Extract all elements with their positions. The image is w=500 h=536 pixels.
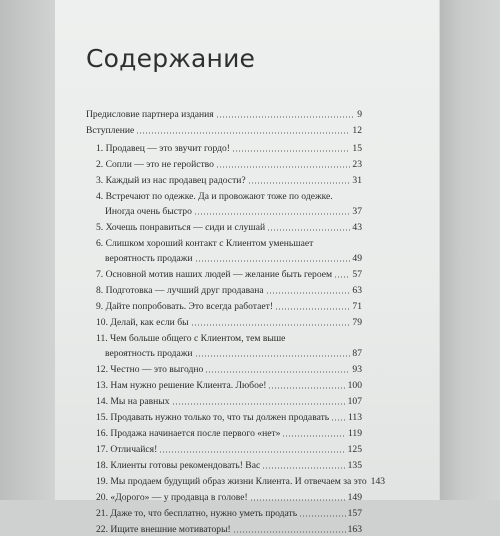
dot-leader — [195, 355, 351, 357]
toc-entry-page: 93 — [352, 364, 362, 375]
toc-entry-title: Делай, как если бы — [110, 317, 189, 328]
toc-entry-page: 57 — [352, 269, 362, 280]
toc-entry — [96, 428, 362, 440]
toc-entry-page: 23 — [352, 159, 362, 170]
toc-entry-page: 119 — [347, 428, 362, 439]
toc-entry-number: 10. — [96, 317, 111, 328]
dot-leader — [282, 435, 346, 437]
toc-entry-title-continued: вероятность продажи — [105, 348, 193, 359]
dot-leader — [216, 166, 350, 168]
toc-entry-title: Мы на равных — [110, 396, 170, 407]
book-page — [55, 0, 440, 500]
toc-entry — [96, 175, 362, 187]
dot-leader — [248, 182, 351, 184]
toc-entry — [86, 125, 362, 137]
toc-entry-title: Чем больше общего с Клиентом, тем выше — [110, 333, 286, 344]
toc-entry — [96, 317, 362, 329]
toc-entry-page: 43 — [352, 222, 362, 233]
toc-entry-page: 79 — [352, 317, 362, 328]
toc-entry — [96, 524, 362, 536]
toc-entry-title: Предисловие партнера издания — [86, 109, 214, 120]
toc-entry-title-continued: Иногда очень быстро — [105, 206, 192, 217]
toc-entry-page: 163 — [347, 524, 362, 535]
toc-entry-page: 71 — [352, 301, 362, 312]
toc-entry-title: Отличайся! — [110, 444, 158, 455]
toc-entry — [96, 476, 386, 488]
toc-entry-title: Вступление — [86, 125, 135, 136]
toc-entry-title: Мы продаем будущий образ жизни Клиента. И отвечаем за это — [110, 476, 367, 487]
toc-entry-page: 31 — [352, 175, 362, 186]
toc-entry — [96, 269, 362, 281]
toc-entry — [96, 380, 362, 392]
toc-entry — [96, 492, 362, 504]
toc-entry-number: 16. — [96, 428, 111, 439]
dot-leader — [250, 499, 346, 501]
dot-leader — [262, 467, 345, 469]
toc-entry — [96, 191, 362, 203]
toc-entry-number: 9. — [96, 301, 106, 312]
toc-entry — [96, 333, 362, 345]
book-edge-right — [440, 0, 500, 500]
toc-entry-title: Встречают по одежке. Да и провожают тоже по одежке. — [105, 191, 333, 202]
toc-entry-title: Основной мотив наших людей — желание быть героем — [105, 269, 333, 280]
toc-entry-number: 3. — [96, 175, 106, 186]
toc-entry-number: 12. — [96, 364, 111, 375]
toc-entry-page: 149 — [347, 492, 362, 503]
dot-leader — [233, 531, 346, 533]
toc-entry-page: 49 — [352, 253, 362, 264]
toc-entry-continuation — [105, 253, 362, 265]
dot-leader — [172, 403, 346, 405]
toc-entry-title: Продавать нужно только то, что ты должен продавать — [110, 412, 330, 423]
toc-entry — [96, 412, 362, 424]
toc-entry — [96, 301, 362, 313]
toc-entry-number: 8. — [96, 285, 106, 296]
toc-entry-page: 63 — [352, 285, 362, 296]
toc-entry-title: Хочешь понравиться — сиди и слушай — [105, 222, 266, 233]
toc-entry — [96, 143, 362, 155]
dot-leader — [159, 451, 345, 453]
toc-entry-title: Сопли — это не геройство — [105, 159, 214, 170]
toc-entry-title: Честно — это выгодно — [110, 364, 204, 375]
toc-entry — [96, 238, 362, 250]
dot-leader — [334, 276, 350, 278]
toc-entry-page: 143 — [370, 476, 386, 487]
dot-leader — [268, 387, 345, 389]
toc-entry — [86, 109, 362, 121]
background-left — [0, 0, 58, 500]
toc-entry — [96, 159, 362, 171]
toc-entry — [96, 508, 362, 520]
toc-entry-page: 100 — [347, 380, 362, 391]
toc-entry-number: 1. — [96, 143, 106, 154]
toc-entry — [96, 285, 362, 297]
toc-entry-number: 14. — [96, 396, 111, 407]
toc-entry-page: 12 — [352, 125, 362, 136]
toc-entry — [96, 222, 362, 234]
dot-leader — [216, 116, 355, 118]
dot-leader — [267, 229, 350, 231]
toc-title: Содержание — [86, 44, 256, 73]
toc-entry-title: Каждый из нас продавец радости? — [105, 175, 246, 186]
toc-entry-title: Нам нужно решение Клиента. Любое! — [110, 380, 267, 391]
toc-entry-page: 107 — [347, 396, 362, 407]
toc-entry-title: Продажа начинается после первого «нет» — [110, 428, 281, 439]
toc-entry-number: 4. — [96, 191, 106, 202]
toc-entry-number: 7. — [96, 269, 106, 280]
toc-entry-continuation — [105, 206, 362, 218]
toc-entry-continuation — [105, 348, 362, 360]
toc-entry-title: Дайте попробовать. Это всегда работает! — [105, 301, 274, 312]
toc-entry-number: 20. — [96, 492, 111, 503]
dot-leader — [195, 260, 351, 262]
toc-entry-number: 22. — [96, 524, 111, 535]
dot-leader — [205, 371, 350, 373]
toc-entry-number: 15. — [96, 412, 111, 423]
toc-entry — [96, 396, 362, 408]
toc-entry-title: Клиенты готовы рекомендовать! Вас — [110, 460, 261, 471]
dot-leader — [194, 213, 351, 215]
toc-entry — [96, 364, 362, 376]
toc-entry-number: 6. — [96, 238, 106, 249]
toc-entry-title: «Дорого» — у продавца в голове! — [110, 492, 248, 503]
toc-entry-number: 21. — [96, 508, 111, 519]
toc-entry-title: Ищите внешние мотиваторы! — [110, 524, 231, 535]
toc-entry-page: 9 — [357, 109, 362, 120]
toc-entry-number: 5. — [96, 222, 106, 233]
toc-entry-title-continued: вероятность продажи — [105, 253, 193, 264]
toc-entry-page: 113 — [347, 412, 362, 423]
toc-entry-title: Подготовка — лучший друг продавана — [105, 285, 264, 296]
toc-entry-number: 17. — [96, 444, 111, 455]
toc-entry-number: 13. — [96, 380, 111, 391]
toc-entry-page: 125 — [347, 444, 362, 455]
toc-entry-number: 18. — [96, 460, 111, 471]
toc-entry-title: Слишком хороший контакт с Клиентом уменьшает — [105, 238, 314, 249]
dot-leader — [275, 308, 350, 310]
dot-leader — [299, 515, 346, 517]
toc-entry-number: 2. — [96, 159, 106, 170]
dot-leader — [266, 292, 351, 294]
toc-entry-title: Продавец — это звучит гордо! — [105, 143, 230, 154]
toc-entry-number: 19. — [96, 476, 111, 487]
toc-entry-number: 11. — [96, 333, 111, 344]
toc-entry-title: Даже то, что бесплатно, нужно уметь продать — [110, 508, 298, 519]
dot-leader — [331, 419, 346, 421]
dot-leader — [136, 132, 350, 134]
toc-entry-page: 157 — [347, 508, 362, 519]
toc-entry-page: 15 — [352, 143, 362, 154]
toc-entry-page: 135 — [347, 460, 362, 471]
toc-entry-page: 87 — [352, 348, 362, 359]
toc-entry — [96, 460, 362, 472]
toc-entry-page: 37 — [352, 206, 362, 217]
dot-leader — [191, 324, 351, 326]
dot-leader — [232, 150, 350, 152]
toc-entry — [96, 444, 362, 456]
